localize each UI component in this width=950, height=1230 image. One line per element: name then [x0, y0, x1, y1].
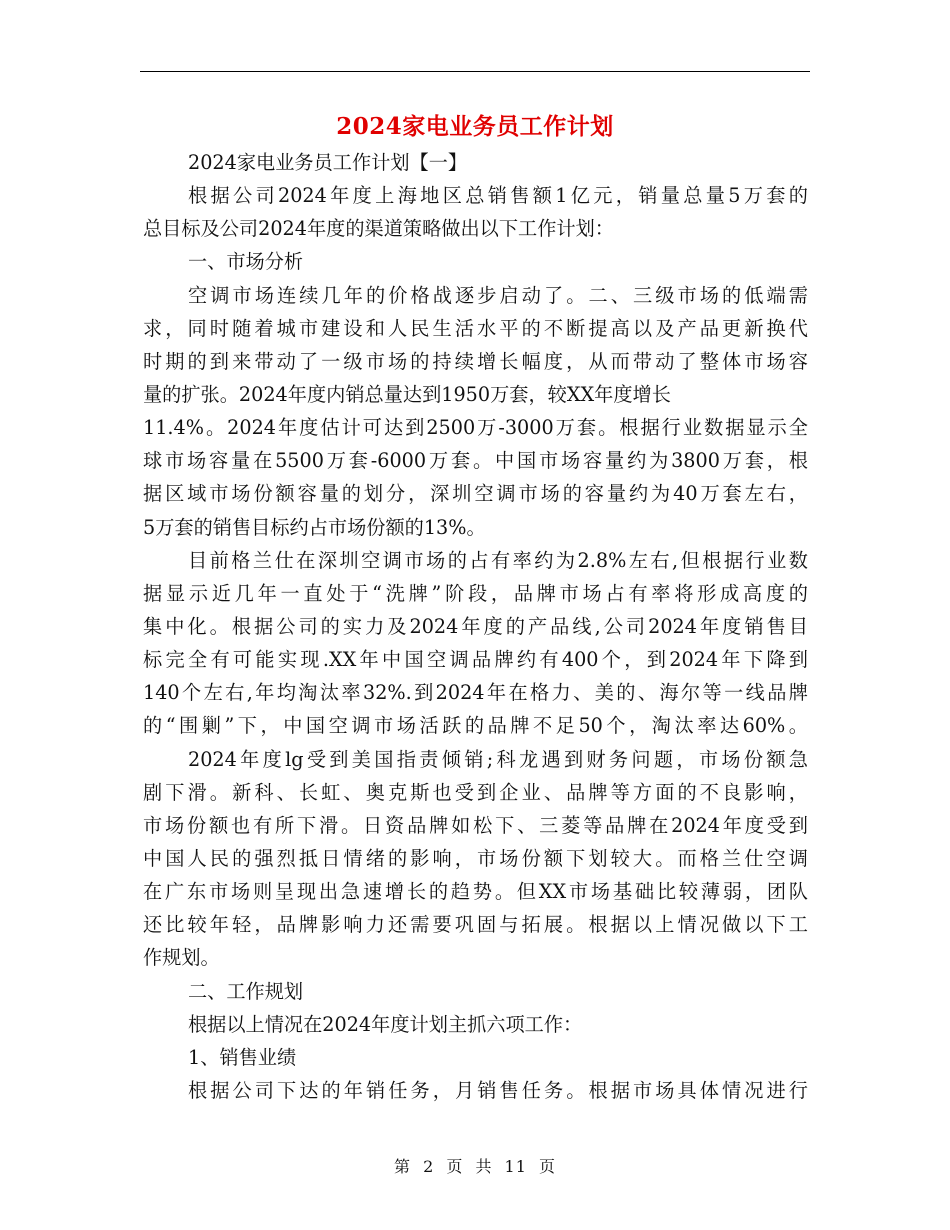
text-line: 根据以上情况在2024年度计划主抓六项工作： [188, 1012, 583, 1036]
document-body [143, 146, 808, 1107]
header-rule [140, 71, 810, 72]
text-line: 集中化。根据公司的实力及2024年度的产品线,公司2024年度销售目 [143, 614, 808, 638]
text-line: 一、市场分析 [188, 250, 304, 274]
page-footer: 第 2 页 共 11 页 [394, 1157, 556, 1176]
text-line: 空调市场连续几年的价格战逐步启动了。二、三级市场的低端需 [188, 283, 808, 307]
text-line: 根据公司2024年度上海地区总销售额1亿元，销量总量5万套的 [188, 184, 808, 208]
text-line: 作规划。 [143, 946, 220, 970]
text-line: 量的扩张。2024年度内销总量达到1950万套，较XX年度增长 [143, 382, 671, 406]
text-line: 总目标及公司2024年度的渠道策略做出以下工作计划： [143, 217, 614, 241]
text-line: 中国人民的强烈抵日情绪的影响，市场份额下划较大。而格兰仕空调 [143, 846, 808, 870]
text-line: 据区域市场份额容量的划分，深圳空调市场的容量约为40万套左右， [143, 482, 808, 506]
text-line: 求，同时随着城市建设和人民生活水平的不断提高以及产品更新换代 [143, 316, 808, 340]
text-line: 的“围剿”下，中国空调市场活跃的品牌不足50个，淘汰率达60%。 [143, 714, 808, 738]
text-line: 标完全有可能实现.XX年中国空调品牌约有400个，到2024年下降到 [143, 648, 808, 672]
text-line: 2024年度lg受到美国指责倾销;科龙遇到财务问题，市场份额急 [188, 747, 808, 771]
text-line: 还比较年轻，品牌影响力还需要巩固与拓展。根据以上情况做以下工 [143, 913, 808, 937]
text-line: 5万套的销售目标约占市场份额的13%。 [143, 515, 486, 539]
page-title: 2024家电业务员工作计划 [336, 113, 614, 140]
text-line: 11.4%。2024年度估计可达到2500万-3000万套。根据行业数据显示全 [143, 416, 808, 440]
text-line: 时期的到来带动了一级市场的持续增长幅度，从而带动了整体市场容 [143, 349, 808, 373]
text-line: 球市场容量在5500万套-6000万套。中国市场容量约为3800万套，根 [143, 449, 808, 473]
text-line: 目前格兰仕在深圳空调市场的占有率约为2.8%左右,但根据行业数 [188, 548, 808, 572]
text-line: 剧下滑。新科、长虹、奥克斯也受到企业、品牌等方面的不良影响， [143, 780, 808, 804]
text-line: 市场份额也有所下滑。日资品牌如松下、三菱等品牌在2024年度受到 [143, 813, 808, 837]
text-line: 2024家电业务员工作计划【一】 [188, 151, 468, 174]
text-line: 二、工作规划 [188, 979, 304, 1003]
text-line: 在广东市场则呈现出急速增长的趋势。但XX市场基础比较薄弱，团队 [143, 880, 808, 904]
text-line: 据显示近几年一直处于“洗牌”阶段，品牌市场占有率将形成高度的 [143, 581, 808, 605]
text-line: 140个左右,年均淘汰率32%.到2024年在格力、美的、海尔等一线品牌 [143, 681, 808, 705]
text-line: 根据公司下达的年销任务，月销售任务。根据市场具体情况进行 [188, 1078, 808, 1102]
text-line: 1、销售业绩 [188, 1045, 297, 1069]
